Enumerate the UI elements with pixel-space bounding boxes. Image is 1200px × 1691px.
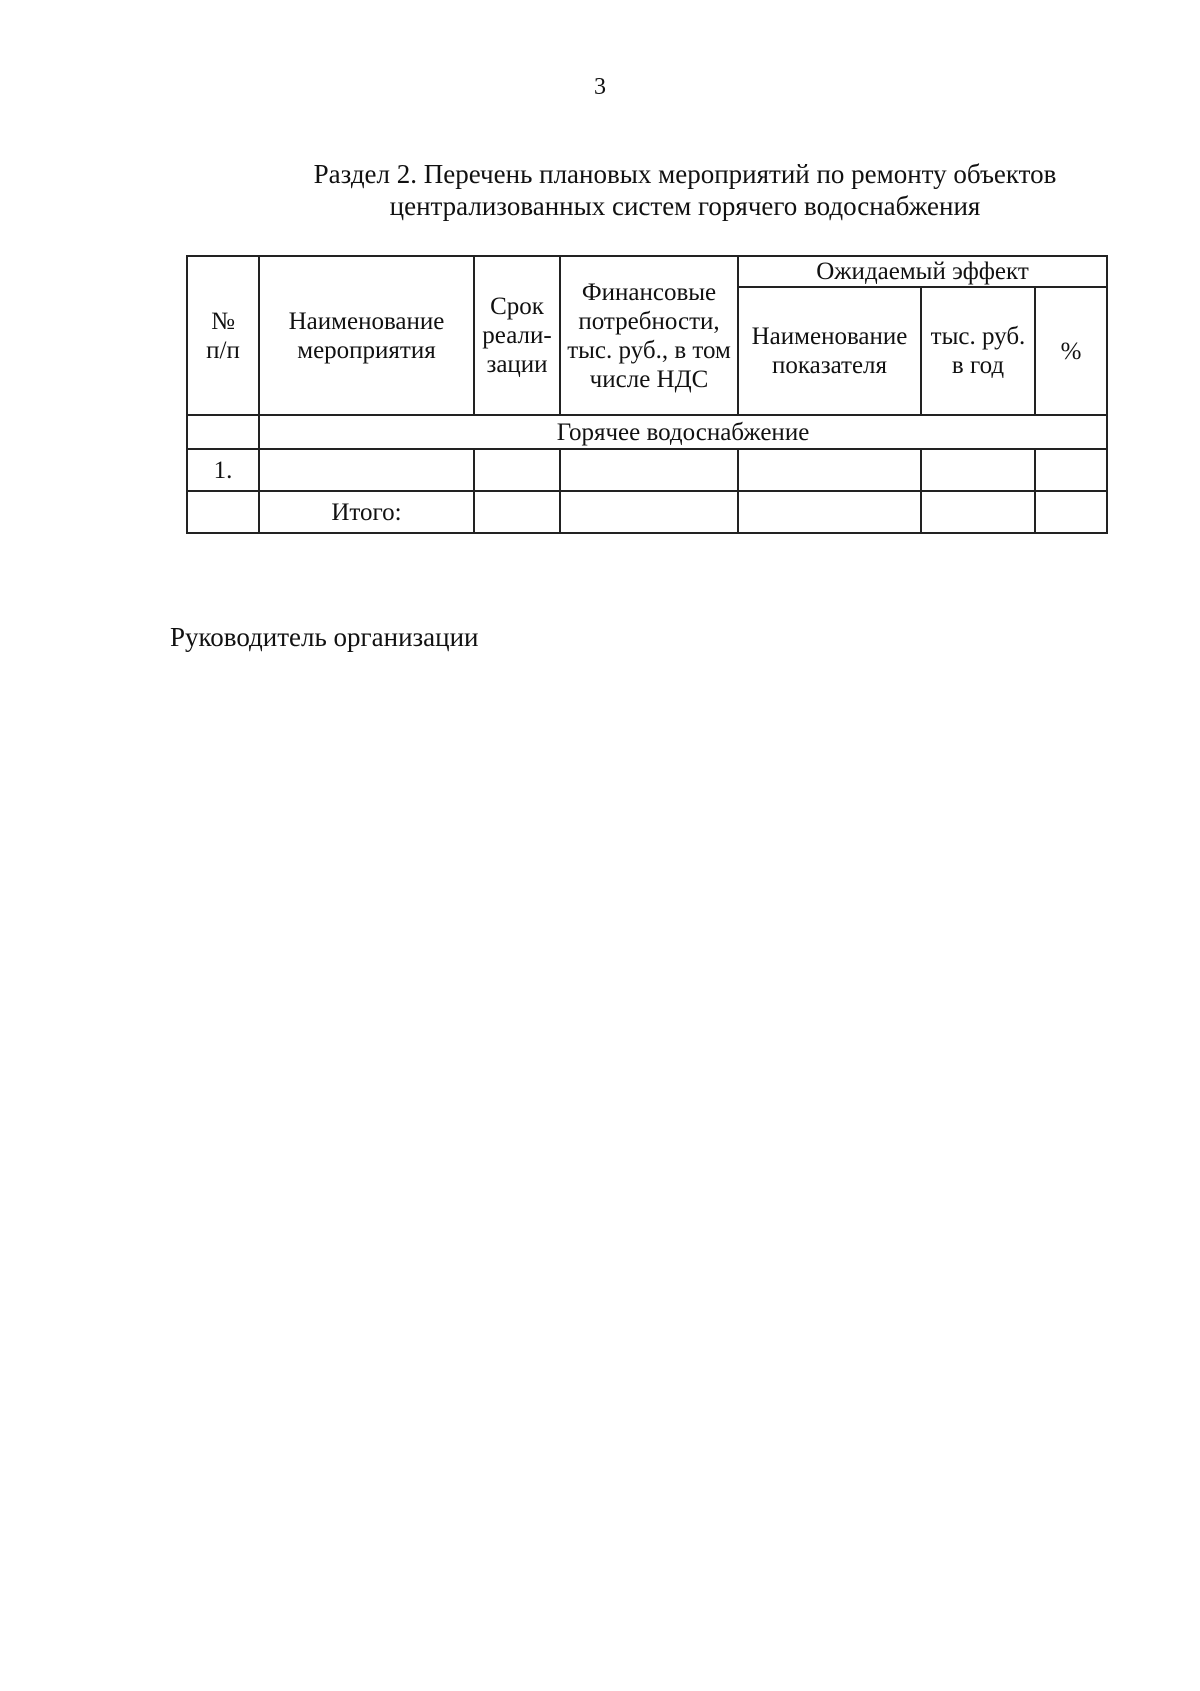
total-label: Итого: xyxy=(259,491,474,533)
row-term xyxy=(474,449,560,491)
header-per-year: тыс. руб. в год xyxy=(921,287,1035,415)
row-name xyxy=(259,449,474,491)
header-indicator: Наименование показателя xyxy=(738,287,921,415)
header-num: № п/п xyxy=(187,256,259,415)
total-per-year-cell xyxy=(921,491,1035,533)
total-percent-cell xyxy=(1035,491,1107,533)
row-num: 1. xyxy=(187,449,259,491)
row-finance xyxy=(560,449,738,491)
header-term: Срок реали-зации xyxy=(474,256,560,415)
total-indicator-cell xyxy=(738,491,921,533)
section-row-num-cell xyxy=(187,415,259,449)
header-name: Наименование мероприятия xyxy=(259,256,474,415)
total-num-cell xyxy=(187,491,259,533)
section-title-line1: Раздел 2. Перечень плановых мероприятий по ремонту объектов xyxy=(313,159,1057,189)
total-term-cell xyxy=(474,491,560,533)
total-row xyxy=(187,491,1107,533)
header-finance: Финансовые потребности, тыс. руб., в том числе НДС xyxy=(560,256,738,415)
row-indicator xyxy=(738,449,921,491)
section-title xyxy=(260,158,1110,222)
page-number: 3 xyxy=(594,74,606,100)
header-effect-group: Ожидаемый эффект xyxy=(738,256,1107,287)
section-row-label: Горячее водоснабжение xyxy=(259,415,1107,449)
section-title-line2: централизованных систем горячего водоснабжения xyxy=(389,191,981,221)
header-percent: % xyxy=(1035,287,1107,415)
total-finance-cell xyxy=(560,491,738,533)
signature-label: Руководитель организации xyxy=(170,622,479,652)
planned-measures-table xyxy=(186,255,1108,534)
table-row xyxy=(187,449,1107,491)
row-percent xyxy=(1035,449,1107,491)
row-per-year xyxy=(921,449,1035,491)
